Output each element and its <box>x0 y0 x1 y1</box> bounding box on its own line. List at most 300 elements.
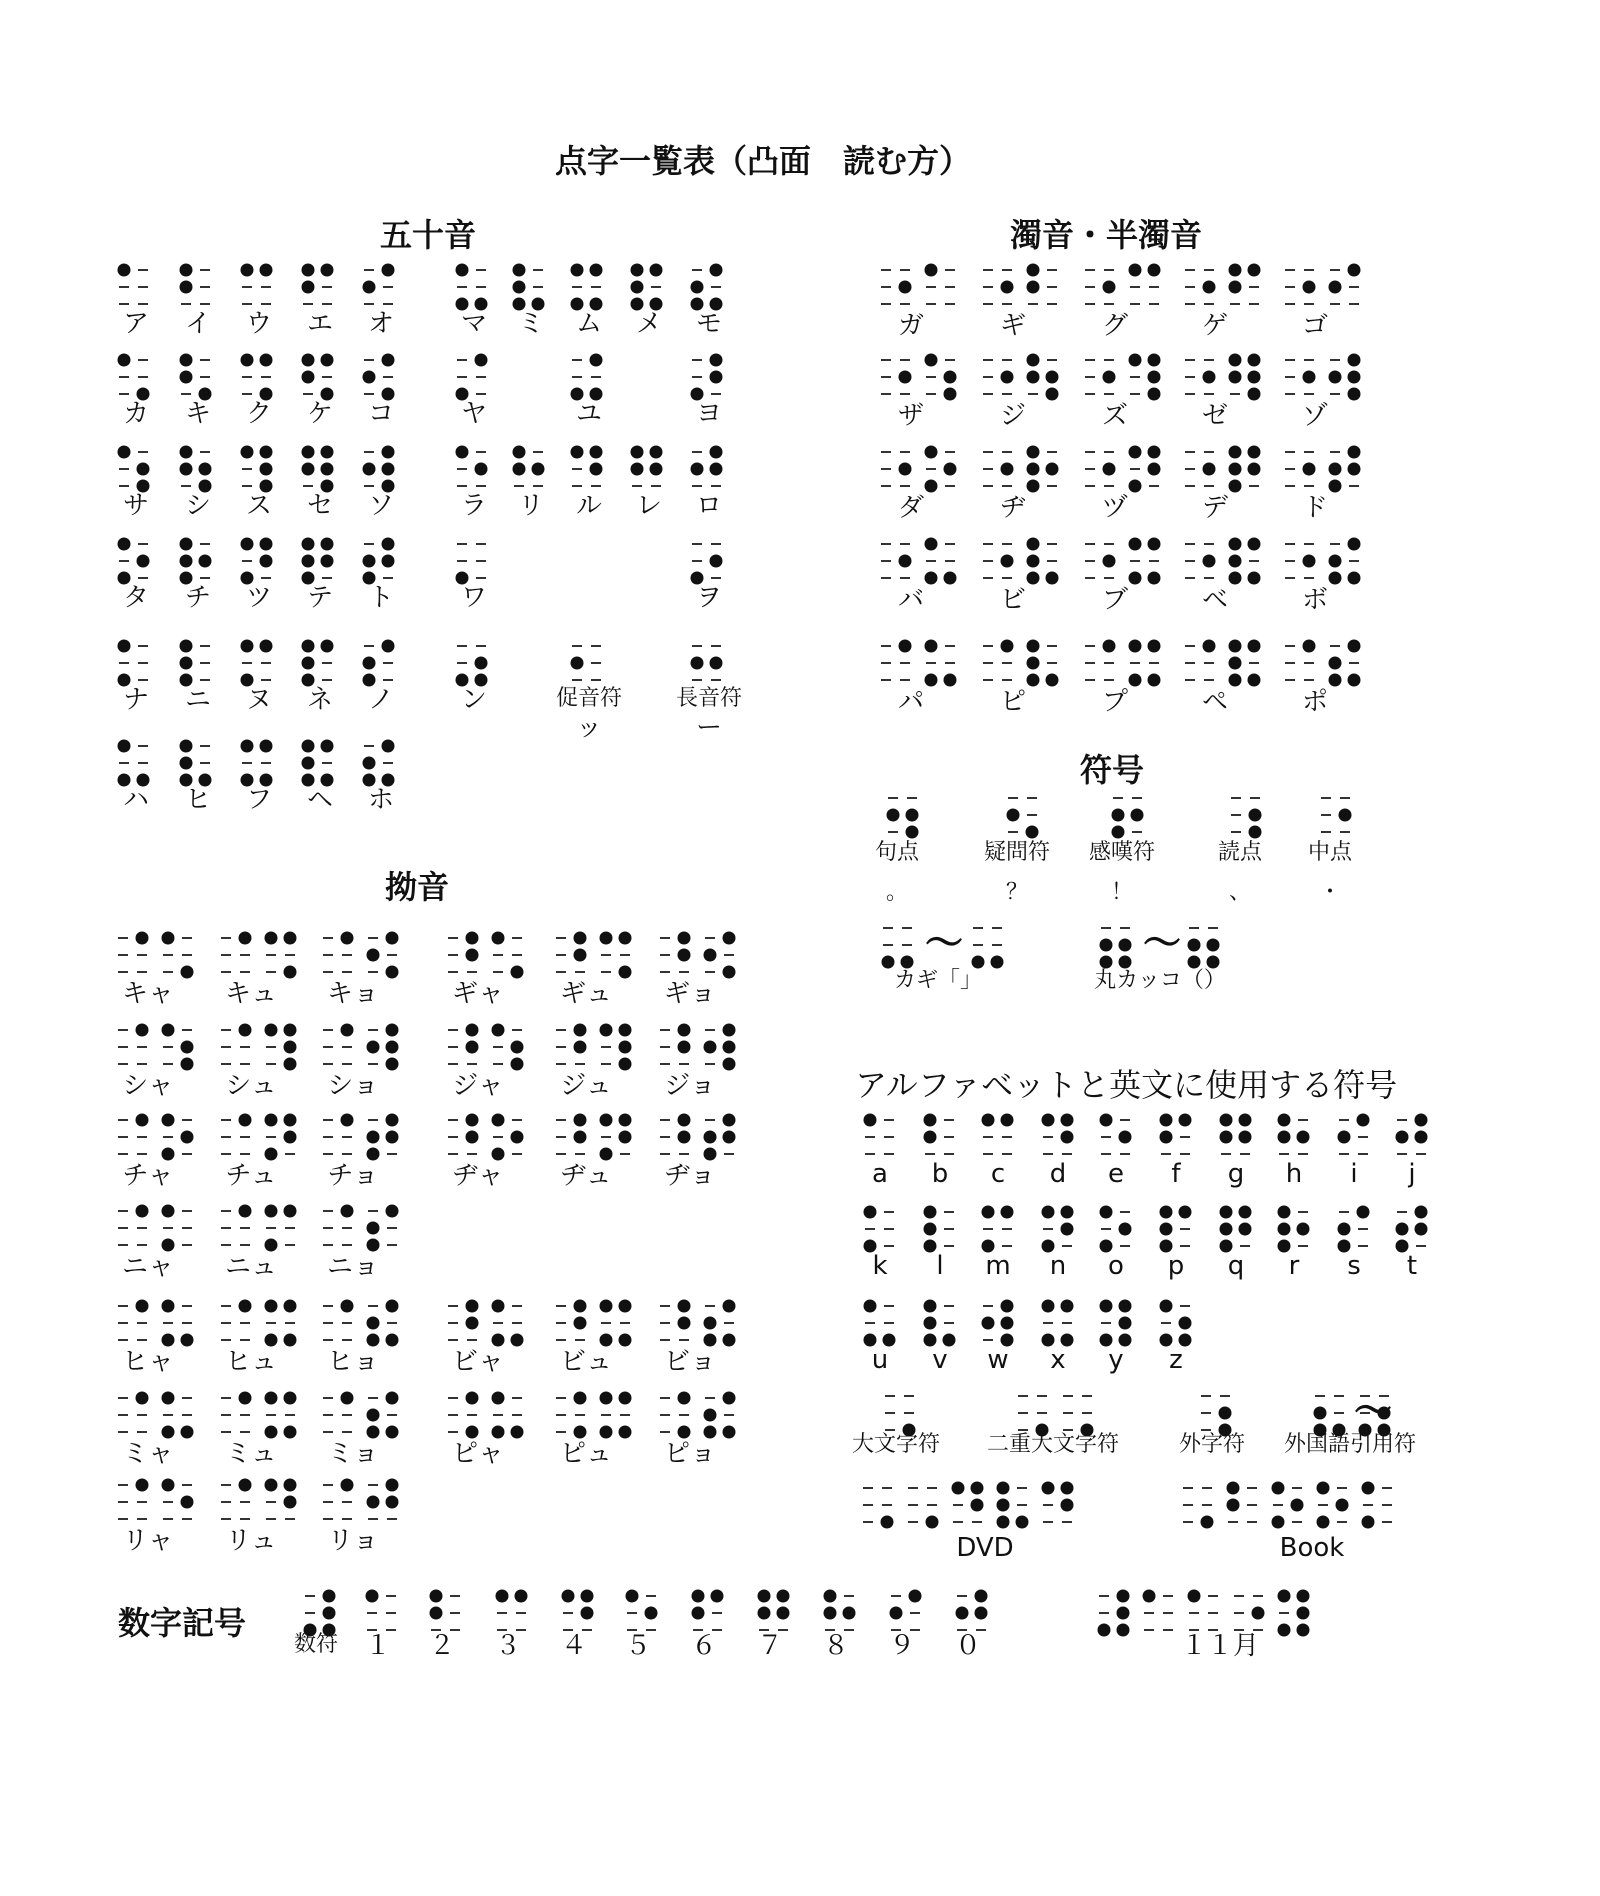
braille-dot-5 <box>1001 555 1014 568</box>
kana-label: ビ <box>999 585 1027 615</box>
braille-dot-2 <box>631 281 644 294</box>
braille-dot-6 <box>944 572 957 585</box>
braille-dot-5 <box>906 809 919 822</box>
braille-dot-4 <box>382 446 395 459</box>
braille-dot-1 <box>1160 1206 1173 1219</box>
braille-dot-3 <box>1272 1516 1285 1529</box>
youon-label: ビョ <box>663 1347 717 1377</box>
braille-dot-5 <box>678 949 691 962</box>
braille-dot-6 <box>1248 674 1261 687</box>
braille-dot-1 <box>302 446 315 459</box>
braille-dot-2 <box>1188 939 1201 952</box>
braille-dot-4 <box>1119 1300 1132 1313</box>
kana-label: ズ <box>1101 401 1129 431</box>
braille-dot-4 <box>574 1392 587 1405</box>
braille-dot-2 <box>1027 371 1040 384</box>
braille-dot-5 <box>386 1131 399 1144</box>
kana-label: ト <box>367 583 395 613</box>
braille-dot-1 <box>492 1114 505 1127</box>
braille-dot-4 <box>136 1300 149 1313</box>
braille-dot-6 <box>1201 1516 1214 1529</box>
braille-dot-5 <box>574 1317 587 1330</box>
braille-dot-4 <box>678 1024 691 1037</box>
braille-dot-3 <box>972 956 985 969</box>
braille-dot-5 <box>1415 1131 1428 1144</box>
braille-dot-5 <box>1203 555 1216 568</box>
braille-dot-4 <box>1248 354 1261 367</box>
braille-dot-3 <box>1027 572 1040 585</box>
braille-dot-2 <box>367 1496 380 1509</box>
braille-dot-4 <box>975 1590 988 1603</box>
braille-dot-5 <box>975 1607 988 1620</box>
braille-dot-1 <box>265 1479 278 1492</box>
braille-dot-3 <box>265 1426 278 1439</box>
braille-dot-1 <box>600 1114 613 1127</box>
braille-cell-alpha-d <box>1040 1112 1085 1162</box>
braille-dot-4 <box>466 1300 479 1313</box>
alpha-label: k <box>872 1251 888 1281</box>
braille-cell-youon-13 <box>218 1112 308 1162</box>
braille-cell-youon-30 <box>445 1390 535 1440</box>
braille-cell-dakuon-11 <box>980 444 1070 494</box>
braille-dot-6 <box>284 1058 297 1071</box>
braille-dot-1 <box>631 446 644 459</box>
braille-dot-1 <box>925 354 938 367</box>
braille-dot-5 <box>710 657 723 670</box>
braille-kagi-open <box>880 920 925 970</box>
braille-cell-alpha-t <box>1394 1204 1439 1254</box>
braille-dot-5 <box>260 463 273 476</box>
braille-dot-1 <box>265 932 278 945</box>
braille-dot-1 <box>1362 1482 1375 1495</box>
braille-cell-46 <box>300 738 345 788</box>
kana-label: ポ <box>1301 687 1329 717</box>
word-label-book: Book <box>1279 1533 1345 1563</box>
braille-dot-4 <box>650 264 663 277</box>
braille-dot-2 <box>691 657 704 670</box>
braille-dot-4 <box>239 932 252 945</box>
braille-dot-2 <box>302 463 315 476</box>
braille-cell-youon-3 <box>445 930 535 980</box>
alpha-label: p <box>1167 1251 1185 1281</box>
braille-dot-5 <box>386 1496 399 1509</box>
braille-dot-4 <box>382 640 395 653</box>
braille-dot-5 <box>678 1131 691 1144</box>
youon-label: ヒュ <box>224 1347 278 1377</box>
alpha-label: x <box>1050 1345 1066 1375</box>
braille-cell-alpha-h <box>1276 1112 1321 1162</box>
braille-dot-2 <box>890 1607 903 1620</box>
braille-dot-4 <box>382 264 395 277</box>
braille-dot-1 <box>162 1392 175 1405</box>
braille-cell-dakuon-20 <box>878 638 968 688</box>
braille-dot-4 <box>1348 640 1361 653</box>
braille-cell-youon-8 <box>320 1022 410 1072</box>
braille-dot-5 <box>971 1499 984 1512</box>
braille-alpha-symbol-1 <box>1015 1388 1105 1438</box>
braille-dot-5 <box>710 371 723 384</box>
braille-cell-dakuon-15 <box>878 536 968 586</box>
braille-dot-6 <box>619 1334 632 1347</box>
braille-dot-5 <box>1239 1131 1252 1144</box>
braille-dot-5 <box>645 1607 658 1620</box>
kana-label: ン <box>460 685 488 715</box>
braille-dot-1 <box>1129 446 1142 459</box>
braille-dot-4 <box>260 538 273 551</box>
braille-dot-2 <box>1338 1223 1351 1236</box>
braille-dot-2 <box>1396 1223 1409 1236</box>
kana-label: ワ <box>460 583 488 613</box>
braille-dot-5 <box>466 1317 479 1330</box>
braille-cell-dakuon-16 <box>980 536 1070 586</box>
braille-dot-6 <box>619 1058 632 1071</box>
braille-dot-4 <box>1248 446 1261 459</box>
alpha-label: e <box>1108 1159 1124 1189</box>
kana-label: ケ <box>306 399 334 429</box>
kana-label: カ <box>122 399 150 429</box>
kana-label: ギ <box>999 311 1027 341</box>
braille-dot-1 <box>1229 640 1242 653</box>
symbol-sub-label: 、 <box>1228 880 1252 905</box>
kana-label: ヂ <box>999 493 1027 523</box>
braille-dot-1 <box>118 354 131 367</box>
braille-cell-40 <box>454 638 499 688</box>
braille-dot-6 <box>906 826 919 839</box>
braille-dot-4 <box>239 1479 252 1492</box>
braille-dot-6 <box>284 1426 297 1439</box>
braille-dot-4 <box>136 1024 149 1037</box>
kana-label: ベ <box>1201 585 1229 615</box>
braille-dot-5 <box>1001 463 1014 476</box>
braille-dot-6 <box>181 1058 194 1071</box>
youon-label: シュ <box>225 1071 277 1101</box>
braille-dot-6 <box>1016 1516 1029 1529</box>
braille-dot-4 <box>619 1300 632 1313</box>
braille-dot-1 <box>1129 264 1142 277</box>
braille-cell-dakuon-17 <box>1082 536 1172 586</box>
braille-dot-4 <box>136 1479 149 1492</box>
braille-dot-1 <box>180 354 193 367</box>
braille-kagi-close <box>970 920 1015 970</box>
braille-dot-6 <box>991 956 1004 969</box>
braille-dot-5 <box>466 1041 479 1054</box>
braille-dot-6 <box>386 1058 399 1071</box>
braille-cell-alpha-k <box>862 1204 907 1254</box>
braille-dot-5 <box>899 463 912 476</box>
braille-dot-5 <box>843 1607 856 1620</box>
braille-cell-alpha-i <box>1336 1112 1381 1162</box>
braille-dot-1 <box>1278 1114 1291 1127</box>
alpha-symbol-label: 外国語引用符 <box>1283 1432 1417 1457</box>
braille-dot-1 <box>456 446 469 459</box>
braille-dot-4 <box>710 354 723 367</box>
braille-dot-6 <box>1249 826 1262 839</box>
braille-dot-3 <box>1100 956 1113 969</box>
braille-dot-5 <box>1348 463 1361 476</box>
braille-cell-youon-22 <box>218 1298 308 1348</box>
kana-label: コ <box>367 399 395 429</box>
braille-dot-6 <box>181 966 194 979</box>
braille-dot-4 <box>260 740 273 753</box>
braille-dot-3 <box>1129 480 1142 493</box>
braille-dot-1 <box>925 264 938 277</box>
braille-cell-8 <box>629 262 674 312</box>
braille-dot-6 <box>386 1426 399 1439</box>
braille-cell-47 <box>361 738 406 788</box>
braille-dot-1 <box>925 640 938 653</box>
braille-dot-2 <box>302 555 315 568</box>
braille-dot-1 <box>180 640 193 653</box>
braille-dot-1 <box>118 740 131 753</box>
braille-cell-youon-5 <box>657 930 747 980</box>
braille-dot-3 <box>265 1334 278 1347</box>
tilde-maru: 〜 <box>1143 921 1182 965</box>
number-label: ３ <box>494 1631 522 1661</box>
braille-cell-alpha-q <box>1218 1204 1263 1254</box>
braille-dot-1 <box>162 932 175 945</box>
braille-dot-4 <box>260 446 273 459</box>
braille-dot-4 <box>382 538 395 551</box>
braille-dot-2 <box>982 1317 995 1330</box>
braille-cell-dakuon-3 <box>1182 262 1272 312</box>
braille-dot-1 <box>180 538 193 551</box>
braille-dot-1 <box>513 446 526 459</box>
kana-label: プ <box>1101 687 1129 717</box>
braille-dot-6 <box>574 1426 587 1439</box>
braille-dot-4 <box>466 1024 479 1037</box>
braille-dot-3 <box>162 1334 175 1347</box>
kana-label: タ <box>122 583 150 613</box>
kana-label: ホ <box>367 785 395 815</box>
kana-label: エ <box>306 309 334 339</box>
youon-label: ギュ <box>559 979 613 1009</box>
braille-dot-4 <box>574 932 587 945</box>
braille-dot-4 <box>1348 446 1361 459</box>
braille-dot-3 <box>492 1334 505 1347</box>
braille-cell-youon-12 <box>115 1112 205 1162</box>
symbol-sub-label: 。 <box>885 880 909 905</box>
number-label: ７ <box>756 1631 784 1661</box>
braille-dot-4 <box>284 1479 297 1492</box>
braille-dot-4 <box>386 1392 399 1405</box>
braille-dot-5 <box>1119 939 1132 952</box>
youon-label: ミョ <box>327 1439 379 1469</box>
youon-label: ギョ <box>663 979 717 1009</box>
braille-dot-4 <box>1001 1114 1014 1127</box>
braille-dot-5 <box>1203 371 1216 384</box>
braille-dot-5 <box>1001 281 1014 294</box>
braille-dot-4 <box>1239 1206 1252 1219</box>
youon-label: チョ <box>327 1161 379 1191</box>
braille-dot-4 <box>1203 640 1216 653</box>
braille-dot-5 <box>1303 281 1316 294</box>
braille-dot-5 <box>321 555 334 568</box>
braille-dot-5 <box>1061 1131 1074 1144</box>
braille-paren-close <box>1186 920 1231 970</box>
page-title: 点字一覧表（凸面 読む方） <box>555 142 972 180</box>
braille-dot-6 <box>511 1058 524 1071</box>
braille-dot-5 <box>619 1131 632 1144</box>
youon-label: ヂャ <box>452 1161 504 1191</box>
kana-label: デ <box>1201 493 1229 523</box>
braille-cell-youon-21 <box>115 1298 205 1348</box>
braille-cell-alpha-m <box>980 1204 1025 1254</box>
braille-dot-1 <box>180 740 193 753</box>
kana-label: ボ <box>1301 585 1329 615</box>
braille-cell-youon-31 <box>553 1390 643 1440</box>
braille-dot-1 <box>1272 1482 1285 1495</box>
kana-label: イ <box>184 309 212 339</box>
braille-cell-35 <box>116 638 161 688</box>
braille-dot-4 <box>466 932 479 945</box>
kana-label: ザ <box>897 401 925 431</box>
braille-dot-4 <box>1239 1114 1252 1127</box>
braille-cell-youon-11 <box>657 1022 747 1072</box>
braille-dot-4 <box>1297 1590 1310 1603</box>
braille-dot-2 <box>887 809 900 822</box>
braille-cell-youon-14 <box>320 1112 410 1162</box>
braille-dot-4 <box>466 1114 479 1127</box>
braille-dot-6 <box>723 1334 736 1347</box>
braille-dot-1 <box>600 1024 613 1037</box>
kana-label: オ <box>367 309 395 339</box>
braille-dot-6 <box>619 1426 632 1439</box>
braille-dot-5 <box>1103 281 1116 294</box>
braille-dot-4 <box>590 264 603 277</box>
braille-dot-2 <box>956 1607 969 1620</box>
braille-dot-1 <box>265 1024 278 1037</box>
braille-dot-1 <box>302 354 315 367</box>
braille-dot-3 <box>704 1426 717 1439</box>
number-label: １ <box>364 1631 392 1661</box>
braille-dot-2 <box>180 657 193 670</box>
braille-cell-24 <box>511 444 556 494</box>
braille-dot-6 <box>619 966 632 979</box>
braille-dot-3 <box>162 1148 175 1161</box>
braille-dot-4 <box>284 1114 297 1127</box>
braille-dot-6 <box>511 966 524 979</box>
braille-dot-4 <box>710 446 723 459</box>
braille-dot-3 <box>704 1334 717 1347</box>
braille-dot-2 <box>1229 281 1242 294</box>
braille-cell-youon-18 <box>115 1203 205 1253</box>
braille-dot-5 <box>1239 1223 1252 1236</box>
braille-dot-2 <box>691 463 704 476</box>
braille-dot-5 <box>1303 463 1316 476</box>
braille-dot-5 <box>1203 281 1216 294</box>
braille-dot-2 <box>367 1317 380 1330</box>
braille-cell-4 <box>361 262 406 312</box>
braille-dot-1 <box>1042 1114 1055 1127</box>
braille-cell-17 <box>689 352 734 402</box>
alpha-label: b <box>931 1159 949 1189</box>
braille-dot-2 <box>1160 1131 1173 1144</box>
braille-dot-5 <box>466 949 479 962</box>
braille-dot-1 <box>1160 1114 1173 1127</box>
braille-dot-1 <box>265 1205 278 1218</box>
braille-dot-4 <box>574 1300 587 1313</box>
braille-cell-alpha-w <box>980 1298 1025 1348</box>
braille-dot-2 <box>302 281 315 294</box>
braille-dot-3 <box>1129 674 1142 687</box>
braille-dot-6 <box>1207 956 1220 969</box>
braille-dot-4 <box>260 264 273 277</box>
braille-cell-dakuon-9 <box>1282 352 1372 402</box>
alpha-label: u <box>871 1345 889 1375</box>
braille-dot-1 <box>492 1024 505 1037</box>
youon-label: ミャ <box>122 1439 174 1469</box>
braille-dot-3 <box>367 1426 380 1439</box>
braille-dot-1 <box>496 1590 509 1603</box>
braille-cell-9 <box>689 262 734 312</box>
braille-alpha-symbol-2 <box>1198 1388 1243 1438</box>
braille-dot-3 <box>367 1148 380 1161</box>
alpha-label: h <box>1285 1159 1303 1189</box>
braille-dot-1 <box>925 446 938 459</box>
braille-dot-6 <box>1148 674 1161 687</box>
braille-dot-4 <box>574 1114 587 1127</box>
braille-paren-open <box>1098 920 1143 970</box>
braille-dot-5 <box>1248 371 1261 384</box>
youon-label: ピャ <box>451 1439 505 1469</box>
alpha-label: j <box>1408 1159 1416 1189</box>
braille-dot-6 <box>181 1426 194 1439</box>
braille-dot-5 <box>1119 1317 1132 1330</box>
braille-cell-alpha-n <box>1040 1204 1085 1254</box>
kana-label: ピ <box>999 687 1027 717</box>
braille-number-0 <box>302 1588 347 1638</box>
kana-label: ユ <box>575 399 603 429</box>
braille-dot-1 <box>1229 354 1242 367</box>
braille-dot-6 <box>944 388 957 401</box>
braille-dot-1 <box>265 1114 278 1127</box>
kana-label: サ <box>122 491 150 521</box>
kana-label: ヲ <box>695 583 723 613</box>
braille-dot-6 <box>1046 572 1059 585</box>
kana-label: チ <box>184 583 212 613</box>
braille-dot-6 <box>901 956 914 969</box>
braille-cell-18 <box>116 444 161 494</box>
braille-dot-2 <box>924 1131 937 1144</box>
braille-dot-6 <box>284 1334 297 1347</box>
kana-label: ル <box>575 491 603 521</box>
braille-dot-2 <box>363 281 376 294</box>
braille-dot-4 <box>1148 264 1161 277</box>
braille-dot-4 <box>284 1024 297 1037</box>
kana-label: ネ <box>306 685 334 715</box>
braille-dot-1 <box>600 1300 613 1313</box>
braille-dot-4 <box>136 1114 149 1127</box>
braille-cell-alpha-o <box>1098 1204 1143 1254</box>
braille-dot-4 <box>323 1590 336 1603</box>
braille-dot-5 <box>323 1607 336 1620</box>
braille-dot-1 <box>1042 1300 1055 1313</box>
braille-dot-1 <box>1278 1590 1291 1603</box>
braille-dot-2 <box>363 463 376 476</box>
braille-dot-5 <box>1119 1131 1132 1144</box>
braille-dot-2 <box>1160 1223 1173 1236</box>
braille-dot-3 <box>882 956 895 969</box>
braille-dot-2 <box>704 1317 717 1330</box>
number-label: ５ <box>624 1631 652 1661</box>
braille-dot-5 <box>1046 463 1059 476</box>
kana-label: ヅ <box>1101 493 1129 523</box>
braille-cell-youon-9 <box>445 1022 535 1072</box>
braille-dot-5 <box>1248 463 1261 476</box>
braille-dot-3 <box>265 1148 278 1161</box>
braille-dot-3 <box>600 1148 613 1161</box>
symbol-label: 句点 <box>874 840 920 865</box>
